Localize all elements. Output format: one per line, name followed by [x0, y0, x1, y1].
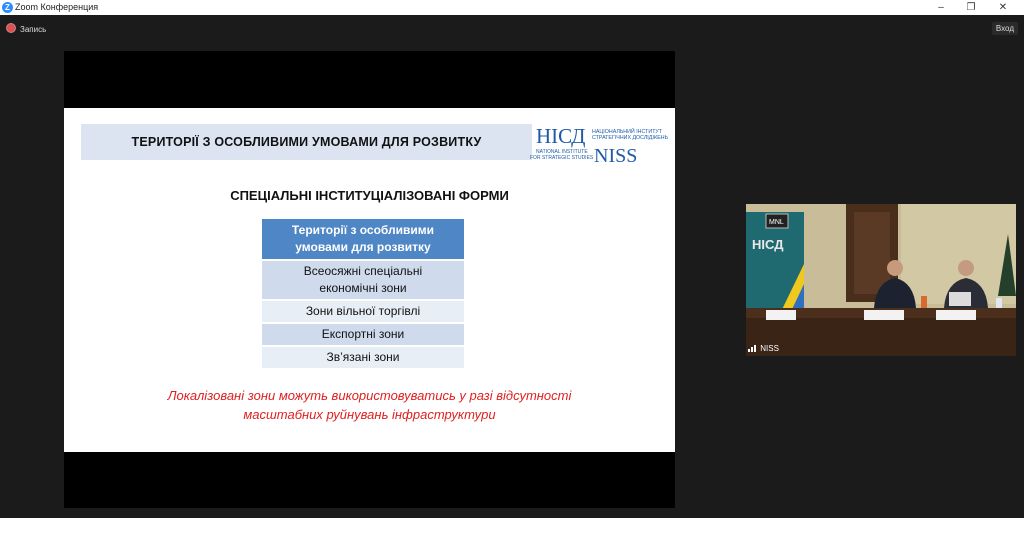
logo-ukr-name-2: СТРАТЕГІЧНИХ ДОСЛІДЖЕНЬ — [592, 135, 669, 141]
logo-eng-name-2: FOR STRATEGIC STUDIES — [530, 155, 594, 161]
record-icon — [6, 23, 16, 33]
slide-note — [124, 386, 615, 424]
participant-video-scene — [746, 204, 1016, 356]
participant-video[interactable] — [746, 204, 1016, 356]
zoom-logo-icon: Z — [2, 2, 13, 13]
table-header — [262, 219, 464, 259]
table-row — [262, 261, 464, 299]
participant-name: NISS — [760, 344, 779, 353]
table-header-line2: умовами для розвитку — [295, 240, 431, 254]
window-title: Zoom Конференция — [15, 2, 99, 12]
recording-indicator[interactable] — [6, 23, 46, 35]
table-cell-row3: Експортні зони — [321, 327, 405, 341]
forms-table — [262, 219, 464, 368]
window-titlebar — [0, 0, 1024, 15]
table-row — [262, 347, 464, 368]
banner-text: НІСД — [752, 237, 784, 252]
tv-badge: MNL — [769, 219, 784, 226]
signal-bars-icon — [748, 344, 758, 352]
table-cell-row4: Зв’язані зони — [326, 350, 400, 364]
recording-label: Запись — [20, 25, 47, 34]
slide-header-text: ТЕРИТОРІЇ З ОСОБЛИВИМИ УМОВАМИ ДЛЯ РОЗВИТКУ — [131, 135, 482, 149]
signin-button[interactable]: Вход — [992, 22, 1018, 35]
close-button[interactable]: ✕ — [998, 2, 1008, 13]
logo-ukr-name-1: НАЦІОНАЛЬНИЙ ІНСТИТУТ — [592, 129, 663, 135]
meeting-stage — [0, 15, 1024, 518]
table-cell-row2: Зони вільної торгівлі — [305, 304, 421, 318]
logo-ukr-abbr: НІСД — [536, 124, 586, 148]
participant-name-tag — [748, 344, 779, 354]
slide-note-line1: Локалізовані зони можуть використовуватись у разі відсутності — [167, 388, 572, 403]
logo-eng-name-1: NATIONAL INSTITUTE — [536, 149, 588, 155]
table-header-line1: Території з особливими — [291, 223, 435, 237]
shared-screen — [64, 51, 675, 508]
slide-subtitle: СПЕЦІАЛЬНІ ІНСТИТУЦІАЛІЗОВАНІ ФОРМИ — [230, 188, 509, 203]
maximize-button[interactable]: ❐ — [966, 2, 976, 13]
slide-header — [81, 124, 532, 160]
table-cell-row1-line2: економічні зони — [319, 281, 407, 295]
presentation-slide — [64, 108, 675, 452]
table-cell-row1-line1: Всеосяжні спеціальні — [303, 264, 423, 278]
table-row — [262, 324, 464, 345]
slide-note-line2: масштабних руйнувань інфраструктури — [243, 407, 496, 422]
minimize-button[interactable]: – — [938, 2, 944, 13]
table-row — [262, 301, 464, 322]
meeting-toolbar-area — [0, 518, 1024, 552]
logo-eng-abbr: NISS — [594, 145, 638, 164]
niss-logo — [530, 124, 670, 164]
